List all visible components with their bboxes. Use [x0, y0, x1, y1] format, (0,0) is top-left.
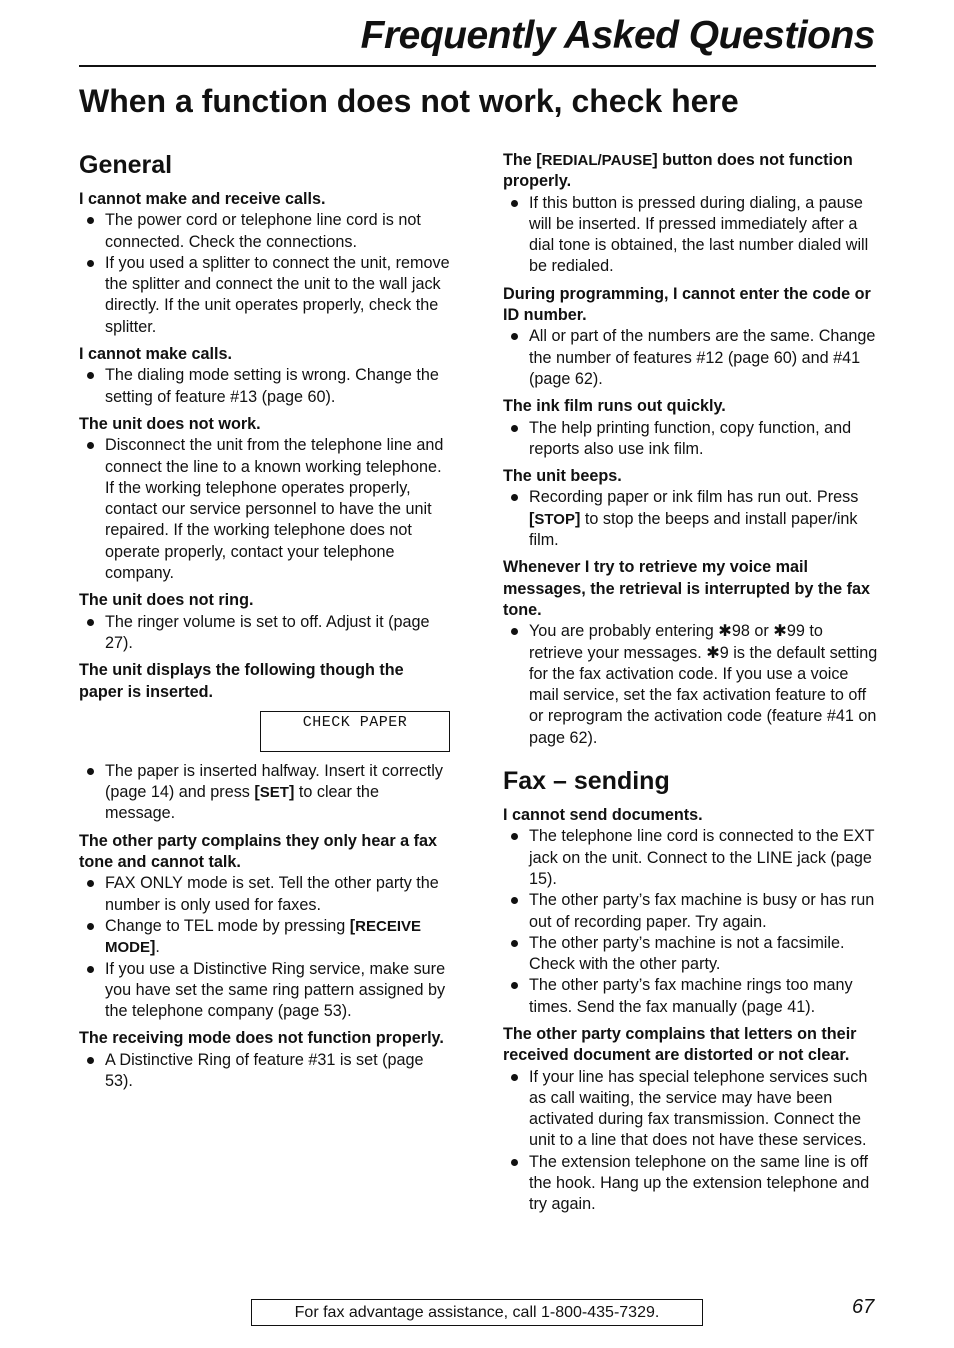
bullet-icon — [511, 333, 518, 340]
bullet-icon — [87, 880, 94, 887]
answer-item — [503, 826, 878, 890]
answer-text: The telephone line cord is connected to the EXT jack on the unit. Connect to the LINE jack (page 15). — [529, 827, 875, 888]
question-title: The other party complains they only hear a fax tone and cannot talk. — [79, 831, 438, 872]
bullet-icon — [511, 1074, 518, 1081]
question-title: The unit beeps. — [503, 467, 622, 486]
key-bracket-close: ] — [150, 938, 156, 957]
question-title — [503, 150, 878, 193]
bullet-icon — [511, 628, 518, 635]
key-receive-mode: RECEIVE MODE — [105, 917, 422, 957]
question-title: The unit does not ring. — [79, 591, 254, 610]
bullet-icon — [511, 833, 518, 840]
answer-item — [79, 210, 451, 253]
faq-unit-not-work — [79, 414, 451, 584]
answer-item — [503, 621, 878, 749]
answer-item — [79, 916, 451, 959]
key-set: SET — [259, 784, 289, 802]
answer-text: Change to TEL mode by pressing — [105, 916, 350, 935]
page-title: When a function does not work, check here — [79, 83, 739, 119]
bullet-icon — [87, 217, 94, 224]
key-bracket-open: [ — [529, 509, 535, 528]
faq-voice-mail — [503, 557, 878, 749]
bullet-icon — [511, 940, 518, 947]
answer-text: The ringer volume is set to off. Adjust it (page 27). — [105, 612, 430, 652]
bullet-icon — [87, 1057, 94, 1064]
answer-item — [79, 873, 451, 916]
answer-text: The other party’s fax machine rings too many times. Send the fax manually (page 41). — [529, 976, 853, 1016]
answer-text: All or part of the numbers are the same. Change the number of features #12 (page 60) and #41 (page 62). — [529, 327, 876, 388]
answer-text: The paper is inserted halfway. Insert it correctly (page 14) and press — [105, 761, 443, 802]
key-bracket-close: ] — [652, 151, 658, 169]
footer-assistance: For fax advantage assistance, call 1-800-435-7329. — [251, 1299, 703, 1326]
answer-text: The power cord or telephone line cord is not connected. Check the connections. — [105, 211, 421, 251]
faq-make-calls — [79, 344, 451, 408]
answer-text: The dialing mode setting is wrong. Change the setting of feature #13 (page 60). — [105, 366, 439, 406]
answer-text: to clear the message. — [105, 783, 379, 823]
answer-text: Recording paper or ink film has run out. Press — [529, 488, 859, 507]
answer-item — [79, 435, 451, 584]
answer-text: The other party’s machine is not a facsimile. Check with the other party. — [529, 933, 845, 974]
question-text: The — [503, 151, 537, 169]
question-text: button does not function properly. — [503, 151, 853, 191]
question-title: I cannot make calls. — [79, 345, 232, 364]
answer-text: to stop the beeps and install paper/ink film. — [529, 509, 858, 550]
answer-text: You are probably entering ✱98 or ✱99 to retrieve your messages. ✱9 is the default setting for the fax activation code. If you use a voice mail service, set the fax activation feature to off or reprogram the activation code (feature #41 on page 62). — [529, 622, 878, 747]
answer-item — [503, 1152, 878, 1216]
key-bracket-open: [ — [536, 151, 542, 169]
bullet-icon — [511, 897, 518, 904]
key-redial-pause: REDIAL/PAUSE — [541, 152, 653, 169]
answer-text: A Distinctive Ring of feature #31 is set (page 53). — [105, 1050, 424, 1090]
answer-item — [79, 959, 451, 1023]
bullet-icon — [511, 1159, 518, 1166]
answer-item — [503, 193, 878, 278]
faq-check-paper — [79, 660, 451, 824]
answer-text: The extension telephone on the same line is off the hook. Hang up the extension telephone and try again. — [529, 1152, 870, 1214]
question-title: The other party complains that letters on their received document are distorted or not clear. — [503, 1024, 857, 1065]
faq-make-receive-calls — [79, 189, 451, 338]
answer-item — [79, 365, 451, 408]
left-column — [79, 150, 451, 1098]
key-bracket-close: ] — [574, 509, 581, 528]
question-title: During programming, I cannot enter the code or ID number. — [503, 284, 871, 325]
answer-text: FAX ONLY mode is set. Tell the other party the number is only used for faxes. — [105, 874, 439, 914]
answer-item — [503, 1067, 878, 1152]
question-title: The unit displays the following though the paper is inserted. — [79, 661, 404, 701]
question-title: The ink film runs out quickly. — [503, 397, 726, 416]
answer-item — [503, 933, 878, 976]
faq-receiving-mode — [79, 1028, 451, 1092]
section-title-general: General — [79, 151, 173, 179]
answer-item — [503, 326, 878, 390]
answer-text: If this button is pressed during dialing, a pause will be inserted. If pressed immediately after a dial tone is obtained, the last number dialed will be redialed. — [529, 193, 869, 276]
faq-cannot-send — [503, 805, 878, 1018]
question-title: I cannot send documents. — [503, 806, 703, 825]
key-stop: STOP — [534, 510, 575, 528]
answer-item — [79, 761, 451, 825]
bullet-icon — [87, 619, 94, 626]
bullet-icon — [511, 494, 518, 501]
faq-redial-pause — [503, 150, 878, 278]
bullet-icon — [87, 372, 94, 379]
display-message-box: CHECK PAPER — [260, 711, 450, 752]
header-rule — [79, 65, 876, 67]
answer-text: The other party’s fax machine is busy or has run out of recording paper. Try again. — [529, 891, 875, 931]
answer-text: The help printing function, copy function, and reports also use ink film. — [529, 418, 852, 458]
faq-unit-beeps — [503, 466, 878, 551]
answer-text: If your line has special telephone services such as call waiting, the service may have been activated during fax transmission. Connect the unit to a line that does not have these services. — [529, 1067, 868, 1150]
bullet-icon — [511, 200, 518, 207]
answer-item — [79, 1050, 451, 1093]
bullet-icon — [87, 966, 94, 973]
faq-unit-not-ring — [79, 590, 451, 654]
faq-distorted-letters — [503, 1024, 878, 1216]
question-title: Whenever I try to retrieve my voice mail messages, the retrieval is interrupted by the fax tone. — [503, 558, 871, 619]
faq-programming-code — [503, 284, 878, 390]
faq-ink-film — [503, 396, 878, 460]
bullet-icon — [87, 768, 94, 775]
key-bracket-open: [ — [254, 783, 260, 802]
header-title: Frequently Asked Questions — [360, 14, 875, 57]
bullet-icon — [87, 260, 94, 267]
answer-text: Disconnect the unit from the telephone line and connect the line to a known working telephone. If the working telephone operates properly, contact our service personnel to have the unit repaired. If the working telephone does not operate properly, contact your telephone company. — [105, 436, 444, 583]
bullet-icon — [87, 442, 94, 449]
answer-text: . — [155, 938, 160, 957]
bullet-icon — [87, 923, 94, 930]
answer-item — [503, 487, 878, 551]
answer-item — [503, 418, 878, 461]
key-bracket-open: [ — [349, 916, 356, 935]
answer-item — [503, 975, 878, 1018]
answer-item — [79, 253, 451, 338]
page-number: 67 — [852, 1296, 875, 1318]
section-title-fax-sending: Fax – sending — [503, 767, 670, 796]
right-column — [503, 150, 878, 1222]
question-title: I cannot make and receive calls. — [79, 190, 326, 208]
answer-text: If you use a Distinctive Ring service, make sure you have set the same ring pattern assigned by the telephone company (page 53). — [105, 959, 446, 1021]
answer-item — [79, 612, 451, 655]
faq-fax-tone-only — [79, 831, 451, 1023]
bullet-icon — [511, 982, 518, 989]
answer-text: If you used a splitter to connect the unit, remove the splitter and connect the unit to the wall jack directly. If the unit operates properly, check the splitter. — [105, 253, 450, 336]
answer-item — [503, 890, 878, 933]
question-title: The unit does not work. — [79, 414, 261, 433]
key-bracket-close: ] — [288, 783, 295, 802]
question-title: The receiving mode does not function properly. — [79, 1029, 444, 1048]
bullet-icon — [511, 425, 518, 432]
